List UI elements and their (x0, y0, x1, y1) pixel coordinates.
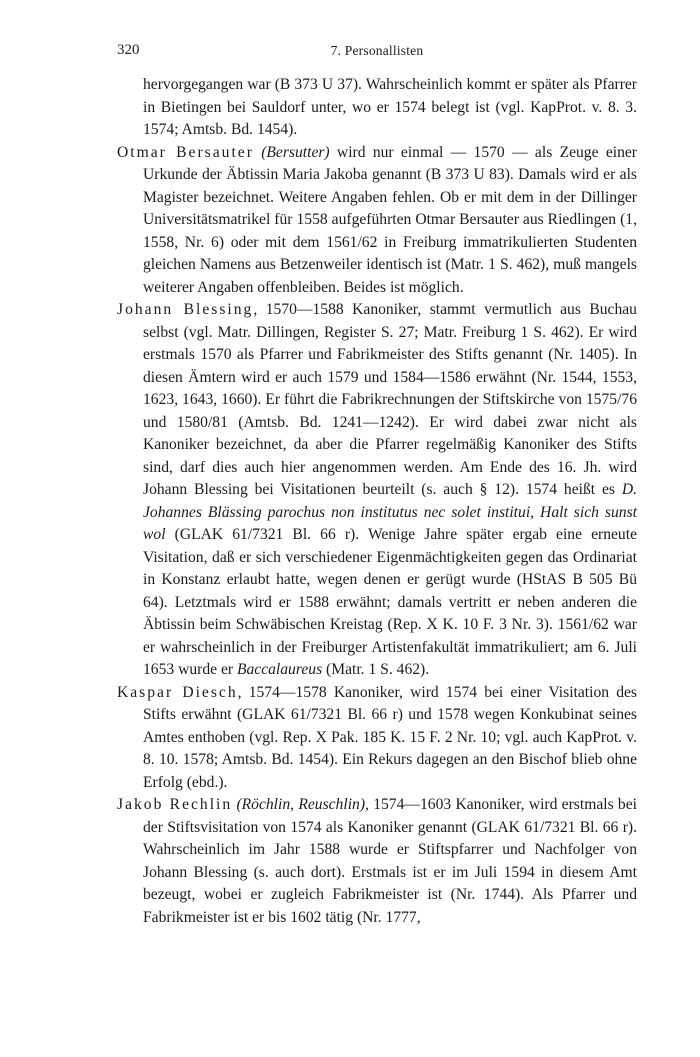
italic-text: (Röchlin, Reuschlin) (236, 796, 366, 813)
italic-text: D. Johannes Blässing parochus non institutus nec solet institui, Halt sich sunst wol (143, 481, 637, 543)
entry-text: (GLAK 61/7321 Bl. 66 r). Wenige Jahre später ergab eine erneute Visitation, daß er sich verschiedener Eigenmächtigkeiten gegen das Ordinariat in Konstanz erlaubt hatte, wegen denen er gerügt wurde (HStAS B 505 Bü 64). Letztmals wird er 1588 erwähnt; damals vertritt er neben anderen die Äbtissin beim Schwäbischen Kreistag (Rep. X K. 10 F. 3 Nr. 3). 1561/62 war er wahrscheinlich in der Freiburger Artistenfakultät immatrikuliert; am 6. Juli 1653 wurde er (143, 526, 637, 678)
person-name: Otmar Bersauter (117, 143, 254, 161)
entry-text: , 1574—1578 Kanoniker, wird 1574 bei einer Visitation des Stifts erwähnt (GLAK 61/7321 Bl. 66 r) und 1578 wegen Konkubinat seines Amtes enthoben (vgl. Rep. X Pak. 185 K. 15 F. 2 Nr. 10; vgl. auch KapProt. v. 8. 10. 1578; Amtsb. Bd. 1454). Ein Rekurs dagegen an den Bischof blieb ohne Erfolg (ebd.). (143, 683, 637, 791)
entry-continuation (117, 74, 637, 142)
person-name: Jakob Rechlin (117, 796, 233, 813)
entry-jakob-rechlin (117, 794, 637, 929)
running-title: 7. Personallisten (330, 43, 424, 58)
entry-text: wird nur einmal — 1570 — als Zeuge einer Urkunde der Äbtissin Maria Jakoba genannt (B 373 U 83). Damals wird er als Magister bezeichnet. Weitere Angaben fehlen. Ob er mit dem in der Dillinger Universitätsmatrikel für 1558 aufgeführten Otmar Bersauter aus Riedlingen (1, 1558, Nr. 6) oder mit dem 1561/62 in Freiburg immatrikulierten Studenten gleichen Namens aus Betzenweiler identisch ist (Matr. 1 S. 462), muß mangels weiterer Angaben offenbleiben. Beides ist möglich. (143, 143, 637, 296)
italic-text: Baccalaureus (236, 661, 323, 678)
entry-text: , 1570—1588 Kanoniker, stammt vermutlich aus Buchau selbst (vgl. Matr. Dillingen, Register S. 27; Matr. Freiburg 1 S. 462). Er wird erstmals 1570 als Pfarrer und Fabrikmeister des Stifts genannt (Nr. 1405). In diesen Ämtern wird er auch 1579 und 1584—1586 erwähnt (Nr. 1544, 1553, 1623, 1643, 1660). Er führt die Fabrikrechnungen der Stiftskirche von 1575/76 und 1580/81 (Amtsb. Bd. 1241—1242). Er wird dabei zwar nicht als Kanoniker bezeichnet, da aber die Pfarrer regelmäßig Kanoniker des Stifts sind, darf dies auch hier angenommen werden. Am Ende des 16. Jh. wird Johann Blessing bei Visitationen beurteilt (s. auch § 12). 1574 heißt es (143, 301, 637, 498)
entry-text: hervorgegangen war (B 373 U 37). Wahrscheinlich kommt er später als Pfarrer in Bietingen bei Sauldorf unter, wo er 1574 belegt ist (vgl. KapProt. v. 8. 3. 1574; Amtsb. Bd. 1454). (143, 76, 637, 138)
entry-text: (Matr. 1 S. 462). (322, 661, 430, 678)
entry-otmar-bersauter (117, 142, 637, 300)
entry-text: , 1574—1603 Kanoniker, wird erstmals bei der Stiftsvisitation von 1574 als Kanoniker genannt (GLAK 61/7321 Bl. 66 r). Wahrscheinlich im Jahr 1588 wurde er Stiftspfarrer und Nachfolger von Johann Blessing (s. auch dort). Erstmals ist er im Juli 1594 in diesem Amt bezeugt, wobei er zugleich Fabrikmeister ist (Nr. 1744). Als Pfarrer und Fabrikmeister ist er bis 1602 tätig (Nr. 1777, (143, 796, 637, 926)
entry-list (117, 74, 637, 929)
page-header (117, 42, 637, 64)
person-name: Johann Blessing (117, 301, 254, 318)
entry-johann-blessing (117, 299, 637, 682)
entry-kaspar-diesch (117, 682, 637, 795)
italic-text: (Bersutter) (261, 143, 330, 161)
person-name: Kaspar Diesch (117, 683, 238, 701)
page-number: 320 (117, 42, 140, 58)
